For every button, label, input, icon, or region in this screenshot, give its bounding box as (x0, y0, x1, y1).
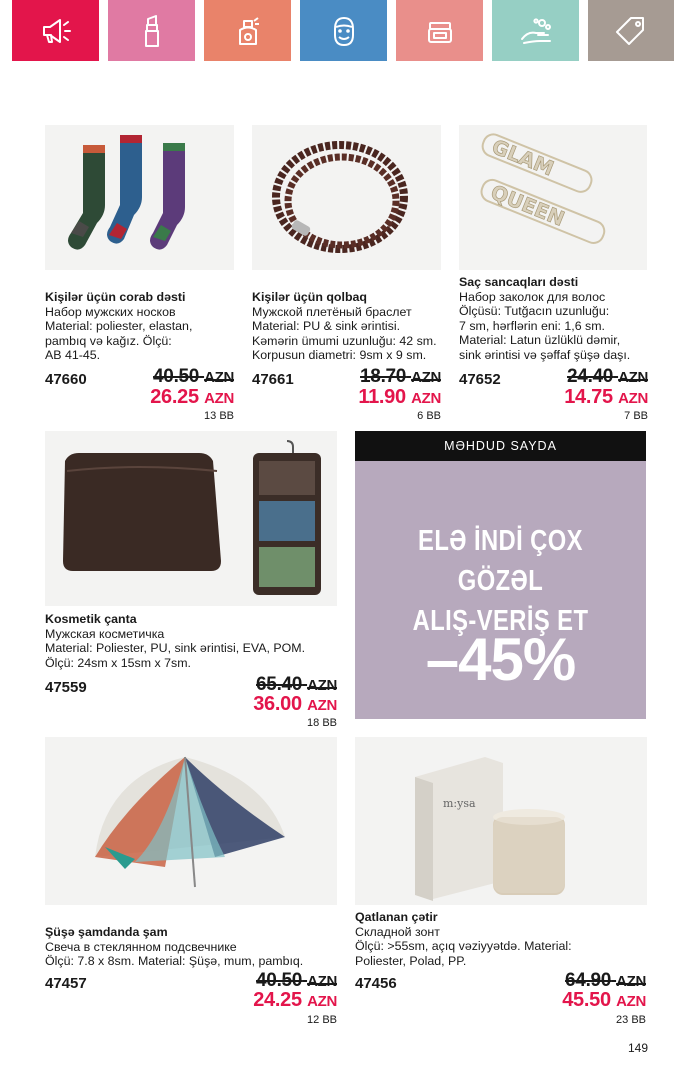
old-price: 64.90 AZN (565, 970, 646, 991)
product-desc: Ölçü: 24sm x 15sm x 7sm. (45, 655, 191, 670)
product-code: 47661 (252, 371, 294, 388)
product-desc: Ölçü: 7.8 x 8sm. Material: Şüşə, mum, pambıq. (45, 954, 304, 969)
product-desc: Korpusun diametri: 9sm x 9 sm. (252, 348, 427, 363)
product-name-ru: Набор заколок для волос (459, 289, 606, 304)
promo-title: ELƏ İNDİ ÇOX GÖZƏL ALIŞ-VERİŞ ET (412, 525, 589, 637)
product-desc: pambıq və kağız. Ölçü: (45, 333, 172, 348)
new-price: 11.90 AZN (358, 386, 441, 408)
product-name: Kosmetik çanta (45, 612, 137, 626)
new-price: 45.50 AZN (562, 989, 646, 1011)
product-desc: AB 41-45. (45, 348, 101, 363)
product-desc: Material: PU & sink ərintisi. (252, 319, 401, 334)
page-number: 149 (627, 1041, 648, 1055)
old-price: 24.40 AZN (567, 366, 648, 387)
megaphone-icon (38, 13, 74, 49)
product-code: 47456 (355, 975, 397, 992)
tab-fragrance[interactable] (204, 0, 291, 61)
product-name-ru: Набор мужских носков (45, 304, 176, 319)
pin-text-1: GLAM (488, 134, 558, 181)
hairpins-info (459, 275, 664, 363)
perfume-icon (230, 13, 266, 49)
tab-bath[interactable] (492, 0, 579, 61)
product-name: Şüşə şamdanda şam (45, 925, 168, 939)
product-name-ru: Мужская косметичка (45, 626, 165, 641)
new-price: 26.25 AZN (150, 386, 234, 408)
new-price: 36.00 AZN (253, 693, 337, 715)
old-price: 18.70 AZN (360, 366, 441, 387)
umbrella-info (355, 910, 655, 968)
bb-points: 13 BB (204, 410, 234, 422)
product-name: Kişilər üçün corab dəsti (45, 290, 186, 304)
tab-makeup[interactable] (108, 0, 195, 61)
tab-accessories[interactable] (588, 0, 674, 61)
cream-jar-icon (422, 13, 458, 49)
product-code: 47652 (459, 371, 501, 388)
product-desc: Poliester, Polad, PP. (355, 953, 467, 968)
umbrella-image (45, 737, 337, 905)
product-code: 47559 (45, 679, 87, 696)
promo-banner (355, 461, 646, 719)
product-desc: Ölçü: >55sm, açıq vəziyyətdə. Material: (355, 939, 572, 954)
cosmetic-bag-info (45, 612, 345, 670)
product-code: 47457 (45, 975, 87, 992)
product-name-ru: Мужской плетёный браслет (252, 304, 412, 319)
pin-text-2: QUEEN (487, 179, 569, 231)
price-tag-icon (613, 13, 649, 49)
product-desc: Material: poliester, elastan, (45, 319, 193, 334)
socks-image (45, 125, 234, 270)
product-desc: sink ərintisi və şəffaf şüşə daşı. (459, 347, 631, 362)
new-price: 14.75 AZN (564, 386, 648, 408)
product-desc: 7 sm, hərflərin eni: 1,6 sm. (459, 318, 605, 333)
tab-skincare[interactable] (396, 0, 483, 61)
old-price: 65.40 AZN (256, 674, 337, 695)
product-desc: Ölçüsü: Tutğacın uzunluğu: (459, 304, 610, 319)
product-name: Saç sancaqları dəsti (459, 275, 579, 289)
promo-discount: –45% (425, 626, 576, 693)
tab-men[interactable] (300, 0, 387, 61)
old-price: 40.50 AZN (153, 366, 234, 387)
product-desc: Kəmərin ümumi uzunluğu: 42 sm. (252, 333, 437, 348)
promo-header: MƏHDUD SAYDA (355, 431, 646, 461)
bb-points: 23 BB (616, 1014, 646, 1026)
bb-points: 7 BB (624, 410, 648, 422)
candle-info (45, 925, 345, 969)
new-price: 24.25 AZN (253, 989, 337, 1011)
bracelet-image (252, 125, 441, 270)
bb-points: 18 BB (307, 717, 337, 729)
tab-promo[interactable] (12, 0, 99, 61)
bracelet-info (252, 290, 452, 363)
product-name: Qatlanan çətir (355, 910, 438, 924)
bb-points: 12 BB (307, 1014, 337, 1026)
candle-image (355, 737, 647, 905)
product-name: Kişilər üçün qolbaq (252, 290, 367, 304)
hairpins-image (459, 125, 647, 270)
socks-info (45, 290, 245, 363)
hand-wash-icon (518, 13, 554, 49)
product-name-ru: Складной зонт (355, 924, 440, 939)
product-desc: Material: Latun üzlüklü dəmir, (459, 333, 621, 348)
product-name-ru: Свеча в стеклянном подсвечнике (45, 939, 237, 954)
lipstick-icon (134, 13, 170, 49)
candle-box-brand: m:ysa (443, 797, 476, 810)
old-price: 40.50 AZN (256, 970, 337, 991)
product-desc: Material: Poliester, PU, sink ərintisi, EVA, POM. (45, 641, 306, 656)
product-code: 47660 (45, 371, 87, 388)
man-face-icon (326, 13, 362, 49)
cosmetic-bag-image (45, 431, 337, 606)
bb-points: 6 BB (417, 410, 441, 422)
